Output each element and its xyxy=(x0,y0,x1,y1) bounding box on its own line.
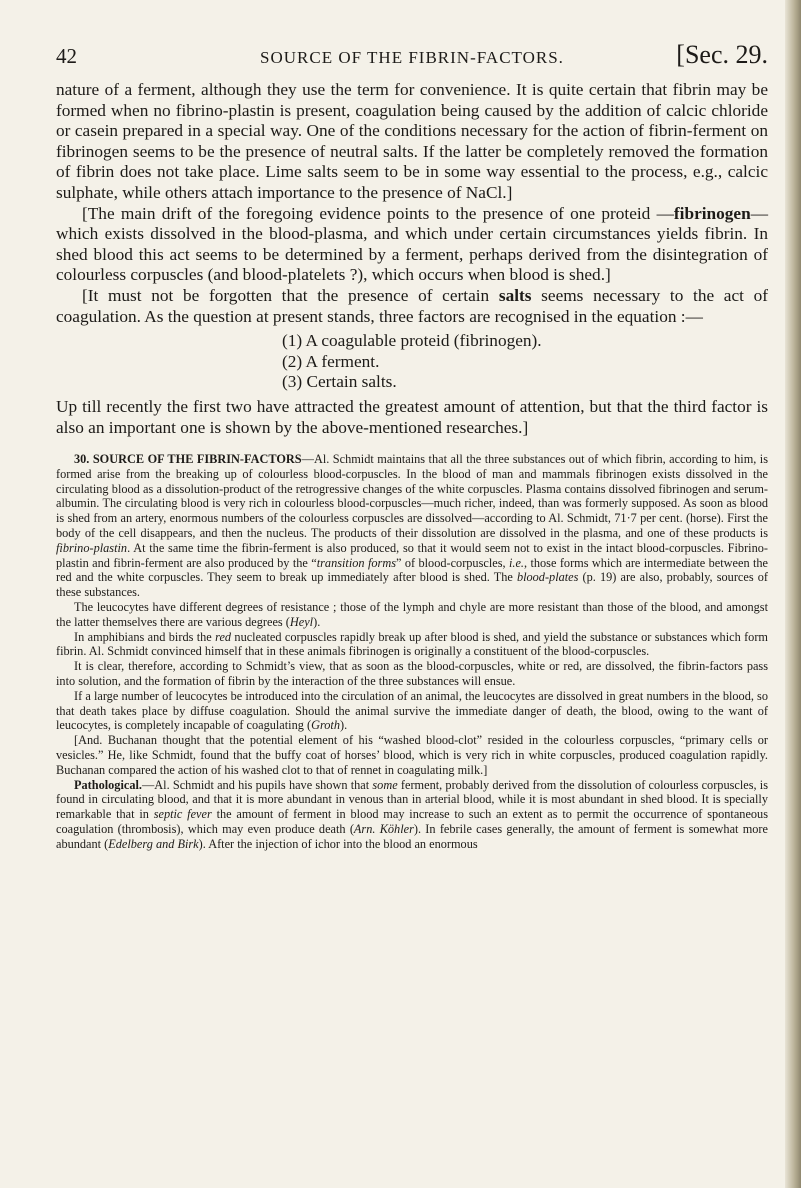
list-item: (1) A coagulable proteid (fibrinogen). xyxy=(282,331,542,351)
italic-citation: Heyl xyxy=(289,614,314,629)
bold-term-salts: salts xyxy=(498,285,532,305)
italic-term: septic fever xyxy=(153,807,212,822)
section-heading: 30. SOURCE OF THE FIBRIN-FACTORS xyxy=(74,452,302,467)
paragraph-conclusion: Up till recently the first two have attracted the greatest amount of attention, but that the third factor is also an important one is shown by the above-mentioned researches.] xyxy=(56,396,768,437)
italic-term: i.e. xyxy=(508,555,524,570)
text-run: ). xyxy=(340,718,348,733)
small-print-section xyxy=(56,452,768,852)
italic-citation: Arn. Köhler xyxy=(353,822,414,837)
text-run: If a large number of leucocytes be introduced into the circulation of an animal, the leucocytes are dissolved in great numbers in the blood, so that death takes place by diffuse coagulation. Should the animal survive the immediate danger of death, the blood, owing to the want of leucocytes, is completely incapable of coagulating ( xyxy=(56,688,768,733)
text-run: . At the same time the fibrin-ferment is also produced, so that it would seem not to exist in the intact blood-corpuscles. Fibrino-plastin and fibrin-ferment are also produced by the “ xyxy=(56,540,768,570)
italic-citation: Edelberg and Birk xyxy=(108,836,199,851)
paragraph-schmidt-view: It is clear, therefore, according to Schmidt’s view, that as soon as the blood-corpuscles, white or red, are dissolved, the fibrin-factors pass into solution, and the formation of fibrin by the interaction of the three substances will ensue. xyxy=(56,659,768,689)
list-item: (2) A ferment. xyxy=(282,351,380,371)
text-run: —Al. Schmidt maintains that all the three substances out of which fibrin, according to him, is formed arise from the breaking up of colourless blood-corpuscles. In the blood of man and mammals fibrinogen exists dissolved in the circulating blood as a dissolution-product of the retrogressive changes of the white corpuscles. Plasma contains dissolved fibrinogen and serum-albumin. The circulating blood is very rich in colourless blood-corpuscles—much richer, indeed, than was formerly supposed. As soon as blood is shed from an artery, enormous numbers of the colourless corpuscles are dissolved—according to Al. Schmidt, 71·7 per cent. (horse). First the body of the cell disappears, and then the nucleus. The products of their dissolution are dissolved in the plasma, and one of these products is xyxy=(56,452,769,541)
italic-term: some xyxy=(372,777,398,792)
text-run: ” of blood-corpuscles, xyxy=(395,555,509,570)
paragraph-fibrinogen xyxy=(56,204,768,286)
paragraph-leucocyte-injection xyxy=(56,689,768,733)
paragraph-leucocytes xyxy=(56,600,768,630)
bold-term-fibrinogen: fibrinogen xyxy=(673,203,751,223)
paragraph-amphibians xyxy=(56,630,768,660)
text-run: —which exists dissolved in the blood-plasma, and which under certain circumstances yields fibrin. In shed blood this act seems to be determined by a ferment, perhaps derived from the disintegration of colourless corpuscles (and blood-platelets ?), which occurs when blood is shed.] xyxy=(56,203,768,285)
text-run: ). In febrile cases generally, the amount of ferment is somewhat more abundant ( xyxy=(56,822,768,851)
italic-term: red xyxy=(215,629,232,644)
italic-term: fibrino-plastin xyxy=(56,540,128,555)
book-page xyxy=(56,36,768,852)
page-header xyxy=(56,36,768,80)
book-spine-shadow xyxy=(785,0,801,1188)
factor-list xyxy=(282,331,768,393)
paragraph-pathological xyxy=(56,778,768,852)
text-run: seems necessary to the act of coagulation. As the question at present stands, three factors are recognised in the equation :— xyxy=(56,285,768,326)
paragraph-continued: nature of a ferment, although they use the term for convenience. It is quite certain that fibrin may be formed when no fibrino-plastin is present, coagulation being caused by the addition of calcic chloride or casein prepared in a special way. One of the conditions necessary for the action of fibrin-ferment on fibrinogen seems to be the presence of neutral salts. If the latter be completely removed the formation of fibrin does not take place. Lime salts seem to be in some way essential to the process, e.g., calcic sulphate, while others attach importance to the presence of NaCl.] xyxy=(56,80,768,202)
list-item: (3) Certain salts. xyxy=(282,372,397,392)
text-run: In amphibians and birds the xyxy=(74,629,216,644)
paragraph-salts xyxy=(56,286,768,327)
text-run: the amount of ferment in blood may increase to such an extent as to permit the occurrence of spontaneous coagulation (thrombosis), which may even produce death ( xyxy=(56,807,768,837)
text-run: nucleated corpuscles rapidly break up after blood is shed, and yield the substance or substances which form fibrin. Al. Schmidt convinced himself that in these animals fibrinogen is originally a constituent of the blood-corpuscles. xyxy=(56,629,768,659)
text-run: The leucocytes have different degrees of resistance ; those of the lymph and chyle are more resistant than those of the blood, and amongst the latter themselves there are various degrees ( xyxy=(56,600,768,629)
section-30-paragraph xyxy=(56,452,768,600)
text-run: —Al. Schmidt and his pupils have shown that xyxy=(141,777,373,792)
text-run: ferment, probably derived from the dissolution of colourless corpuscles, is found in circulating blood, and that it is more abundant in venous than in arterial blood, while it is most abundant in shed blood. It is specially remarkable that in xyxy=(56,777,769,822)
italic-citation: Groth xyxy=(311,718,341,733)
italic-term: transition forms xyxy=(316,555,396,570)
text-run: [It must not be forgotten that the presence of certain xyxy=(82,285,499,305)
text-run: ). After the injection of ichor into the blood an enormous xyxy=(198,836,478,851)
italic-term: blood-plates xyxy=(516,570,579,585)
main-text xyxy=(56,80,768,438)
paragraph-buchanan: [And. Buchanan thought that the potential element of his “washed blood-clot” resided in the colourless corpuscles, “primary cells or vesicles.” He, like Schmidt, found that the buffy coat of horses’ blood, which is very rich in white corpuscles, produced coagulation rapidly. Buchanan compared the action of his washed clot to that of rennet in coagulating milk.] xyxy=(56,733,768,777)
text-run: , those forms which are intermediate between the red and the white corpuscles. They seem to break up immediately after blood is shed. The xyxy=(56,555,769,585)
page-number: 42 xyxy=(56,44,77,68)
text-run: ). xyxy=(313,614,321,629)
running-title: SOURCE OF THE FIBRIN-FACTORS. xyxy=(260,48,564,67)
text-run: (p. 19) are also, probably, sources of these substances. xyxy=(56,570,768,600)
text-run: [The main drift of the foregoing evidence points to the presence of one proteid — xyxy=(82,203,674,223)
subheading-pathological: Pathological. xyxy=(74,777,142,792)
section-marker: [Sec. 29. xyxy=(676,40,768,69)
